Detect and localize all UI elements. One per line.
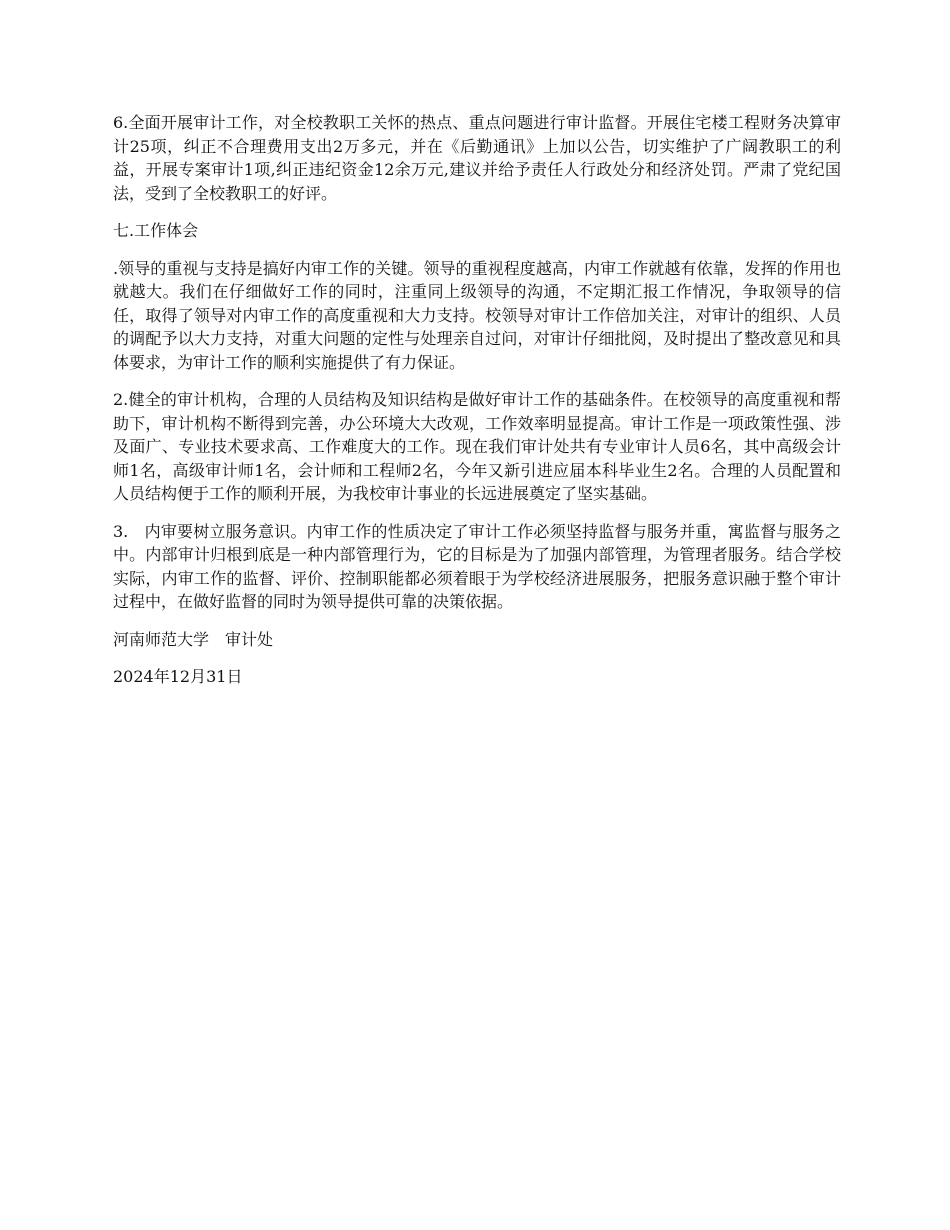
document-date: 2024年12月31日 [113, 667, 243, 686]
paragraph-service-awareness: 3. 内审要树立服务意识。内审工作的性质决定了审计工作必须坚持监督与服务并重，寓监督与服务之中。内部审计归根到底是一种内部管理行为，它的目标是为了加强内部管理，为管理者服务。结合学校实际，内审工作的监督、评价、控制职能都必须着眼于为学校经济进展服务，把服务意识融于整个审计过程中，在做好监督的同时为领导提供可靠的决策依据。 [113, 521, 841, 611]
signature: 河南师范大学 审计处 [113, 629, 274, 649]
section-heading: 七.工作体会 [113, 221, 199, 240]
paragraph-leadership-support: .领导的重视与支持是搞好内审工作的关键。领导的重视程度越高，内审工作就越有依靠，发挥的作用也就越大。我们在仔细做好工作的同时，注重同上级领导的沟通，不定期汇报工作情况，争取领导的信任，取得了领导对内审工作的高度重视和大力支持。校领导对审计工作倍加关注，对审计的组织、人员的调配予以大力支持，对重大问题的定性与处理亲自过问，对审计仔细批阅，及时提出了整改意见和具体要求，为审计工作的顺利实施提供了有力保证。 [113, 258, 841, 372]
paragraph-audit-work: 6.全面开展审计工作，对全校教职工关怀的热点、重点问题进行审计监督。开展住宅楼工程财务决算审计25项，纠正不合理费用支出2万多元，并在《后勤通讯》上加以公告，切实维护了广阔教职工的利益，开展专案审计1项,纠正违纪资金12余万元,建议并给予责任人行政处分和经济处罚。严肃了党纪国法，受到了全校教职工的好评。 [113, 113, 841, 203]
paragraph-audit-organization: 2.健全的审计机构，合理的人员结构及知识结构是做好审计工作的基础条件。在校领导的高度重视和帮助下，审计机构不断得到完善，办公环境大大改观，工作效率明显提高。审计工作是一项政策性强、涉及面广、专业技术要求高、工作难度大的工作。现在我们审计处共有专业审计人员6名，其中高级会计师1名，高级审计师1名，会计师和工程师2名，今年又新引进应届本科毕业生2名。合理的人员配置和人员结构便于工作的顺利开展，为我校审计事业的长远进展奠定了坚实基础。 [113, 390, 841, 503]
document-page [113, 111, 841, 703]
